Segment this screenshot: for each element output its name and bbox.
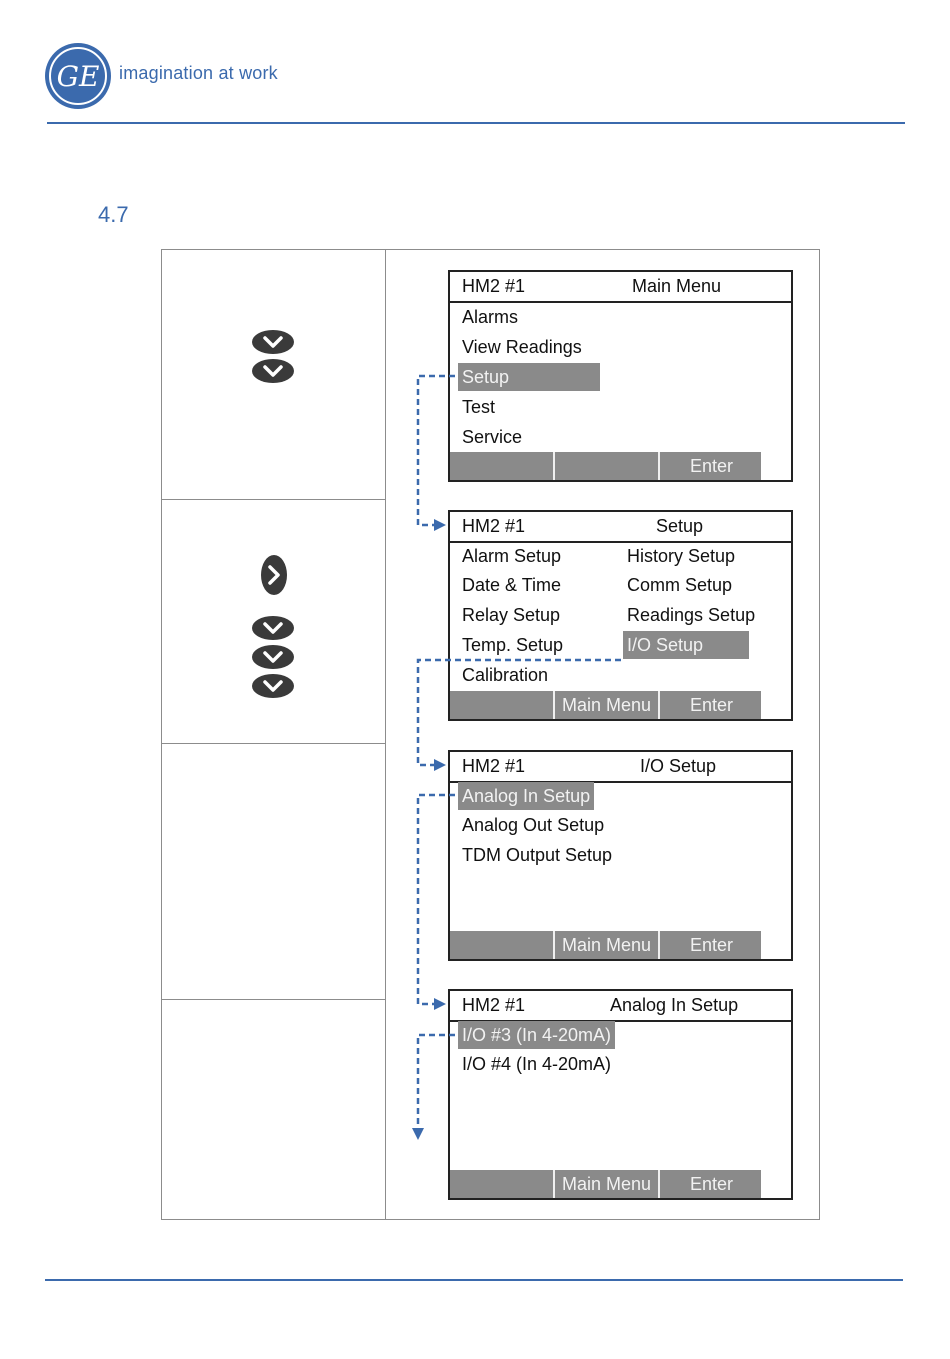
section-number: 4.7 <box>98 202 129 227</box>
menu-item-alarm-setup[interactable]: Alarm Setup <box>462 546 562 566</box>
fkey-enter[interactable]: Enter <box>689 935 734 955</box>
menu-item-view-readings[interactable]: View Readings <box>462 337 582 357</box>
menu-item-analog-out-setup[interactable]: Analog Out Setup <box>462 815 605 835</box>
menu-item-analog-in-setup[interactable]: Analog In Setup <box>458 782 594 810</box>
screen-title: Setup <box>656 516 704 536</box>
menu-item-io-setup[interactable]: I/O Setup <box>623 631 749 659</box>
menu-item-service[interactable]: Service <box>462 427 523 447</box>
menu-item-temp-setup[interactable]: Temp. Setup <box>462 635 564 655</box>
brand-tagline: imagination at work <box>119 63 278 83</box>
screen-title-device: HM2 #1 <box>462 276 526 296</box>
flow-arrow-io-setup <box>418 660 621 765</box>
footer-divider <box>45 1279 903 1281</box>
fkey-main-menu[interactable]: Main Menu <box>561 695 652 715</box>
arrowhead-icon <box>412 1128 424 1140</box>
arrowhead-icon <box>434 998 446 1010</box>
fkey-enter[interactable]: Enter <box>689 695 734 715</box>
fkey-main-menu[interactable]: Main Menu <box>561 1174 652 1194</box>
arrowhead-icon <box>434 759 446 771</box>
fkey-enter[interactable]: Enter <box>689 456 734 476</box>
flow-arrow-setup <box>418 376 455 525</box>
menu-item-io-4[interactable]: I/O #4 (In 4-20mA) <box>462 1054 612 1074</box>
menu-item-alarms[interactable]: Alarms <box>462 307 519 327</box>
menu-item-tdm-output-setup[interactable]: TDM Output Setup <box>462 845 613 865</box>
menu-item-readings-setup[interactable]: Readings Setup <box>627 605 756 625</box>
menu-item-date-time[interactable]: Date & Time <box>462 575 562 595</box>
fkey-main-menu[interactable]: Main Menu <box>561 935 652 955</box>
menu-item-setup[interactable]: Setup <box>458 363 600 391</box>
flow-arrow-analog-in <box>418 795 455 1004</box>
menu-item-calibration[interactable]: Calibration <box>462 665 549 685</box>
fkey-enter[interactable]: Enter <box>689 1174 734 1194</box>
screen-title: I/O Setup <box>640 756 717 776</box>
menu-item-test[interactable]: Test <box>462 397 496 417</box>
menu-item-relay-setup[interactable]: Relay Setup <box>462 605 561 625</box>
screen-title-device: HM2 #1 <box>462 516 526 536</box>
menu-item-io-3[interactable]: I/O #3 (In 4-20mA) <box>458 1021 615 1049</box>
menu-item-history-setup[interactable]: History Setup <box>627 546 736 566</box>
screen-title: Main Menu <box>632 276 722 296</box>
screen-title-device: HM2 #1 <box>462 995 526 1015</box>
menu-item-comm-setup[interactable]: Comm Setup <box>627 575 733 595</box>
arrowhead-icon <box>434 519 446 531</box>
screen-title: Analog In Setup <box>610 995 739 1015</box>
screen-title-device: HM2 #1 <box>462 756 526 776</box>
flow-arrow-next <box>418 1035 455 1128</box>
svg-text:GE: GE <box>56 60 100 93</box>
